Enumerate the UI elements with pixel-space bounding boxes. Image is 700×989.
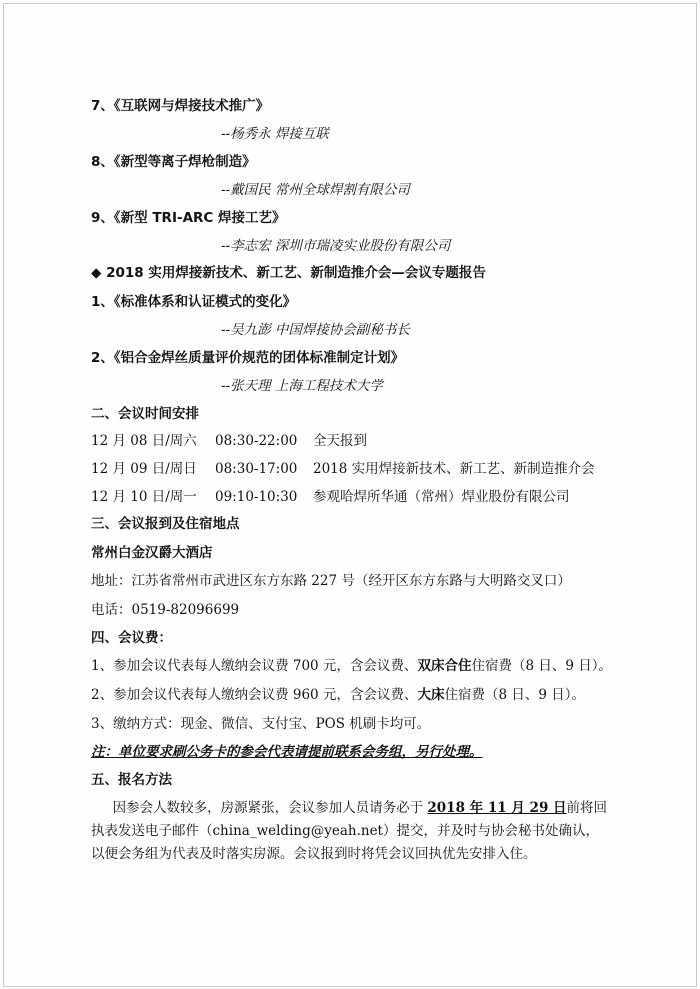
- special-talk-2-author: --张天理 上海工程技术大学: [221, 378, 383, 394]
- talk-7-title: 7、《互联网与焊接技术推广》: [91, 98, 270, 114]
- schedule-desc: 2018 实用焊接新技术、新工艺、新制造推介会: [313, 461, 595, 477]
- fee-2-room-type: 大床: [417, 687, 445, 703]
- schedule-date: 12 月 09 日/周日: [91, 461, 197, 477]
- venue-heading: 三、会议报到及住宿地点: [91, 516, 240, 532]
- fee-item-2: [91, 686, 585, 704]
- talk-9-title: 9、《新型 TRI-ARC 焊接工艺》: [91, 210, 286, 226]
- schedule-desc: 参观哈焊所华通（常州）焊业股份有限公司: [313, 489, 570, 505]
- special-report-heading: ◆ 2018 实用焊接新技术、新工艺、新制造推介会—会议专题报告: [91, 265, 486, 281]
- schedule-row: [91, 488, 570, 506]
- hotel-phone: 电话：0519-82096699: [91, 602, 240, 618]
- talk-7-author: --杨秀永 焊接互联: [221, 126, 329, 142]
- fee-item-3: 3、缴纳方式：现金、微信、支付宝、POS 机刷卡均可。: [91, 716, 431, 732]
- fee-note: 注：单位要求刷公务卡的参会代表请提前联系会务组，另行处理。: [91, 744, 483, 760]
- hotel-address: 地址：江苏省常州市武进区东方东路 227 号（经开区东方东路与大明路交叉口）: [91, 573, 571, 589]
- schedule-desc: 全天报到: [313, 433, 367, 449]
- schedule-time: 09:10-10:30: [215, 489, 298, 505]
- schedule-row: [91, 432, 367, 450]
- fee-1-suffix: 住宿费（8 日、9 日）。: [471, 658, 612, 674]
- fee-2-suffix: 住宿费（8 日、9 日）。: [444, 687, 585, 703]
- schedule-heading: 二、会议时间安排: [91, 406, 199, 422]
- talk-8-author: --戴国民 常州全球焊割有限公司: [221, 182, 410, 198]
- hotel-name: 常州白金汉爵大酒店: [91, 545, 213, 561]
- fee-2-text: 2、参加会议代表每人缴纳会议费 960 元，含会议费、: [91, 687, 418, 703]
- special-talk-2-title: 2、《铝合金焊丝质量评价规范的团体标准制定计划》: [91, 350, 405, 366]
- registration-text-rest: 前将回执表发送电子邮件（china_welding@yeah.net）提交，并及时与协会秘书处确认，以便会务组为代表及时落实房源。会议报到时将凭会议回执优先安排入住。: [91, 800, 608, 862]
- schedule-time: 08:30-17:00: [215, 461, 298, 477]
- schedule-time: 08:30-22:00: [215, 433, 298, 449]
- registration-deadline: 2018 年 11 月 29 日: [427, 800, 567, 816]
- special-talk-1-author: --吴九澎 中国焊接协会副秘书长: [221, 322, 410, 338]
- schedule-row: [91, 460, 595, 478]
- fee-1-text: 1、参加会议代表每人缴纳会议费 700 元，含会议费、: [91, 658, 418, 674]
- registration-heading: 五、报名方法: [91, 772, 172, 788]
- fee-1-room-type: 双床合住: [417, 658, 472, 674]
- schedule-date: 12 月 08 日/周六: [91, 433, 197, 449]
- talk-9-author: --李志宏 深圳市瑞凌实业股份有限公司: [221, 238, 451, 254]
- fee-item-1: [91, 657, 612, 675]
- talk-8-title: 8、《新型等离子焊枪制造》: [91, 154, 256, 170]
- registration-text: 因参会人数较多，房源紧张，会议参加人员请务必于: [112, 800, 428, 816]
- special-talk-1-title: 1、《标准体系和认证模式的变化》: [91, 294, 297, 310]
- schedule-date: 12 月 10 日/周一: [91, 489, 197, 505]
- registration-paragraph: [91, 797, 611, 866]
- fee-heading: 四、会议费：: [91, 630, 172, 646]
